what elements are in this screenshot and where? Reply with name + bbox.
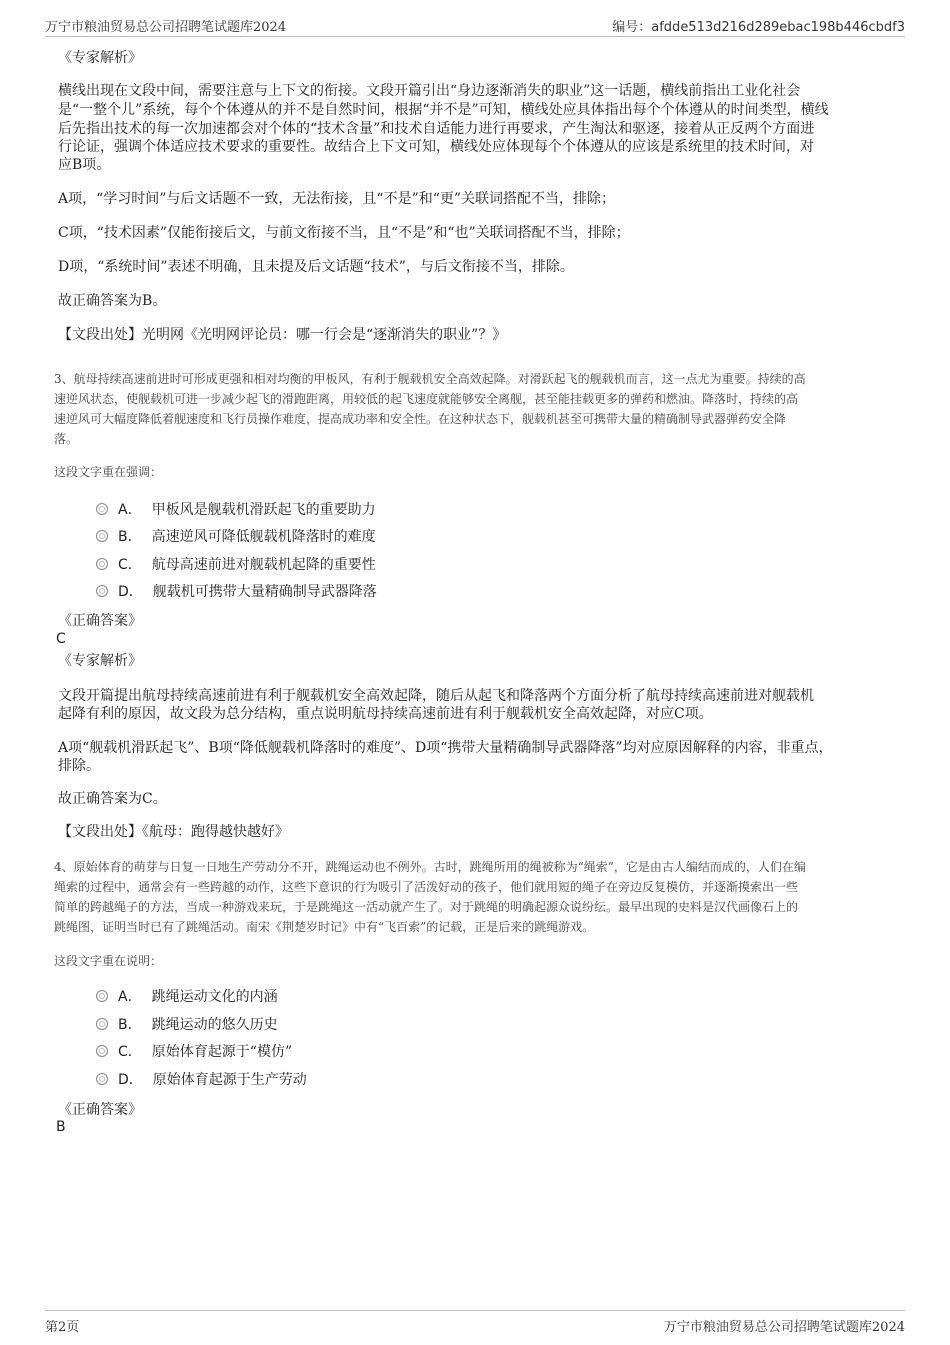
q3-note-line-1: A项“舰载机滑跃起飞”、B项“降低舰载机降落时的难度”、D项“携带大量精确制导武器降落”均对应原因解释的内容，非重点， (58, 740, 833, 756)
q4-prompt: 这段文字重在说明： (54, 954, 163, 968)
q4-option-a[interactable]: A． 跳绳运动文化的内涵 (96, 987, 278, 1007)
footer-title: 万宁市粮油贸易总公司招聘笔试题库2024 (663, 1320, 905, 1335)
q4-answer: B (56, 1119, 66, 1135)
q4-passage-line-3: 简单的跨越绳子的方法，当成一种游戏来玩，于是跳绳这一活动就产生了。对于跳绳的明确起源众说纷纭。最早出现的史料是汉代画像石上的 (54, 900, 799, 914)
q2-analysis-line-3: 后先指出技术的每一次加速都会对个体的“技术含量”和技术自适能力进行再要求，产生淘汰和驱逐，接着从正反两个方面进 (58, 121, 815, 137)
q4-option-d[interactable]: D． 原始体育起源于生产劳动 (96, 1070, 307, 1090)
q3-conclusion: 故正确答案为C。 (58, 791, 167, 807)
q3-passage-line-4: 落。 (54, 432, 79, 446)
radio-icon[interactable] (96, 558, 108, 570)
q3-analysis-label: 《专家解析》 (58, 653, 142, 669)
q4-passage-line-4: 跳绳图，证明当时已有了跳绳活动。南宋《荆楚岁时记》中有“飞百索”的记载，正是后来的跳绳游戏。 (54, 920, 595, 934)
q4-option-b[interactable]: B． 跳绳运动的悠久历史 (96, 1015, 278, 1035)
radio-icon[interactable] (96, 1073, 108, 1085)
q2-note-d: D项，“系统时间”表述不明确，且未提及后文话题“技术”，与后文衔接不当，排除。 (58, 259, 574, 275)
header-doc-id: 编号：afdde513d216d289ebac198b446cbdf3 (612, 20, 905, 35)
q4-passage-line-2: 绳索的过程中，通常会有一些跨越的动作，这些下意识的行为吸引了活泼好动的孩子，他们就用短的绳子在旁边反复模仿，并逐渐摸索出一些 (54, 880, 799, 894)
q3-note-line-2: 排除。 (58, 758, 100, 774)
radio-icon[interactable] (96, 990, 108, 1002)
page-footer (45, 1310, 905, 1335)
q3-source: 【文段出处】《航母：跑得越快越好》 (58, 824, 289, 840)
q2-source: 【文段出处】光明网《光明网评论员：哪一行会是“逐渐消失的职业”？》 (58, 327, 507, 343)
q3-passage-line-2: 速逆风状态，使舰载机可进一步减少起飞的滑跑距离，用较低的起飞速度就能够安全离舰，甚至能挂载更多的弹药和燃油。降落时，持续的高 (54, 392, 799, 406)
page-number: 第2页 (45, 1320, 80, 1335)
q2-analysis-line-5: 应B项。 (58, 157, 111, 173)
q3-analysis-line-1: 文段开篇提出航母持续高速前进有利于舰载机安全高效起降，随后从起飞和降落两个方面分析了航母持续高速前进对舰载机 (58, 688, 814, 704)
page-header (45, 14, 905, 37)
q3-prompt: 这段文字重在强调： (54, 465, 163, 479)
q3-option-d[interactable]: D． 舰载机可携带大量精确制导武器降落 (96, 582, 377, 602)
q2-analysis-line-4: 行论证，强调个体适应技术要求的重要性。故结合上下文可知，横线处应体现每个个体遵从的应该是系统里的技术时间，对 (58, 139, 814, 155)
q3-answer-label: 《正确答案》 (58, 613, 142, 629)
radio-icon[interactable] (96, 1018, 108, 1030)
radio-icon[interactable] (96, 1045, 108, 1057)
q3-passage-line-1: 3、航母持续高速前进时可形成更强和相对均衡的甲板风，有利于舰载机安全高效起降。对滑跃起飞的舰载机而言，这一点尤为重要。持续的高 (54, 372, 806, 386)
header-title: 万宁市粮油贸易总公司招聘笔试题库2024 (45, 20, 287, 35)
q3-option-a[interactable]: A． 甲板风是舰载机滑跃起飞的重要助力 (96, 500, 376, 520)
q4-passage-line-1: 4、原始体育的萌芽与日复一日地生产劳动分不开，跳绳运动也不例外。古时，跳绳所用的绳被称为“绳索”，它是由古人编结而成的，人们在编 (54, 860, 806, 874)
q2-conclusion: 故正确答案为B。 (58, 293, 167, 309)
q2-note-c: C项，“技术因素”仅能衔接后文，与前文衔接不当，且“不是”和“也”关联词搭配不当，排除； (58, 225, 630, 241)
q2-analysis-line-2: 是“一整个儿”系统，每个个体遵从的并不是自然时间，根据“并不是”可知，横线处应具体指出每个个体遵从的时间类型，横线 (58, 102, 829, 118)
q4-option-c[interactable]: C． 原始体育起源于“模仿” (96, 1042, 292, 1062)
q4-answer-label: 《正确答案》 (58, 1102, 142, 1118)
q2-analysis-line-1: 横线出现在文段中间，需要注意与上下文的衔接。文段开篇引出“身边逐渐消失的职业”这一话题，横线前指出工业化社会 (58, 83, 801, 99)
radio-icon[interactable] (96, 503, 108, 515)
q3-answer: C (56, 631, 66, 647)
q3-option-c[interactable]: C． 航母高速前进对舰载机起降的重要性 (96, 555, 376, 575)
radio-icon[interactable] (96, 530, 108, 542)
radio-icon[interactable] (96, 585, 108, 597)
q2-analysis-label: 《专家解析》 (58, 50, 142, 66)
q2-note-a: A项，“学习时间”与后文话题不一致，无法衔接，且“不是”和“更”关联词搭配不当，排除； (58, 191, 616, 207)
q3-passage-line-3: 速逆风可大幅度降低着舰速度和飞行员操作难度，提高成功率和安全性。在这种状态下，舰载机甚至可携带大量的精确制导武器弹药安全降 (54, 412, 787, 426)
q3-option-b[interactable]: B． 高速逆风可降低舰载机降落时的难度 (96, 527, 376, 547)
q3-analysis-line-2: 起降有利的原因，故文段为总分结构，重点说明航母持续高速前进有利于舰载机安全高效起降，对应C项。 (58, 706, 713, 722)
